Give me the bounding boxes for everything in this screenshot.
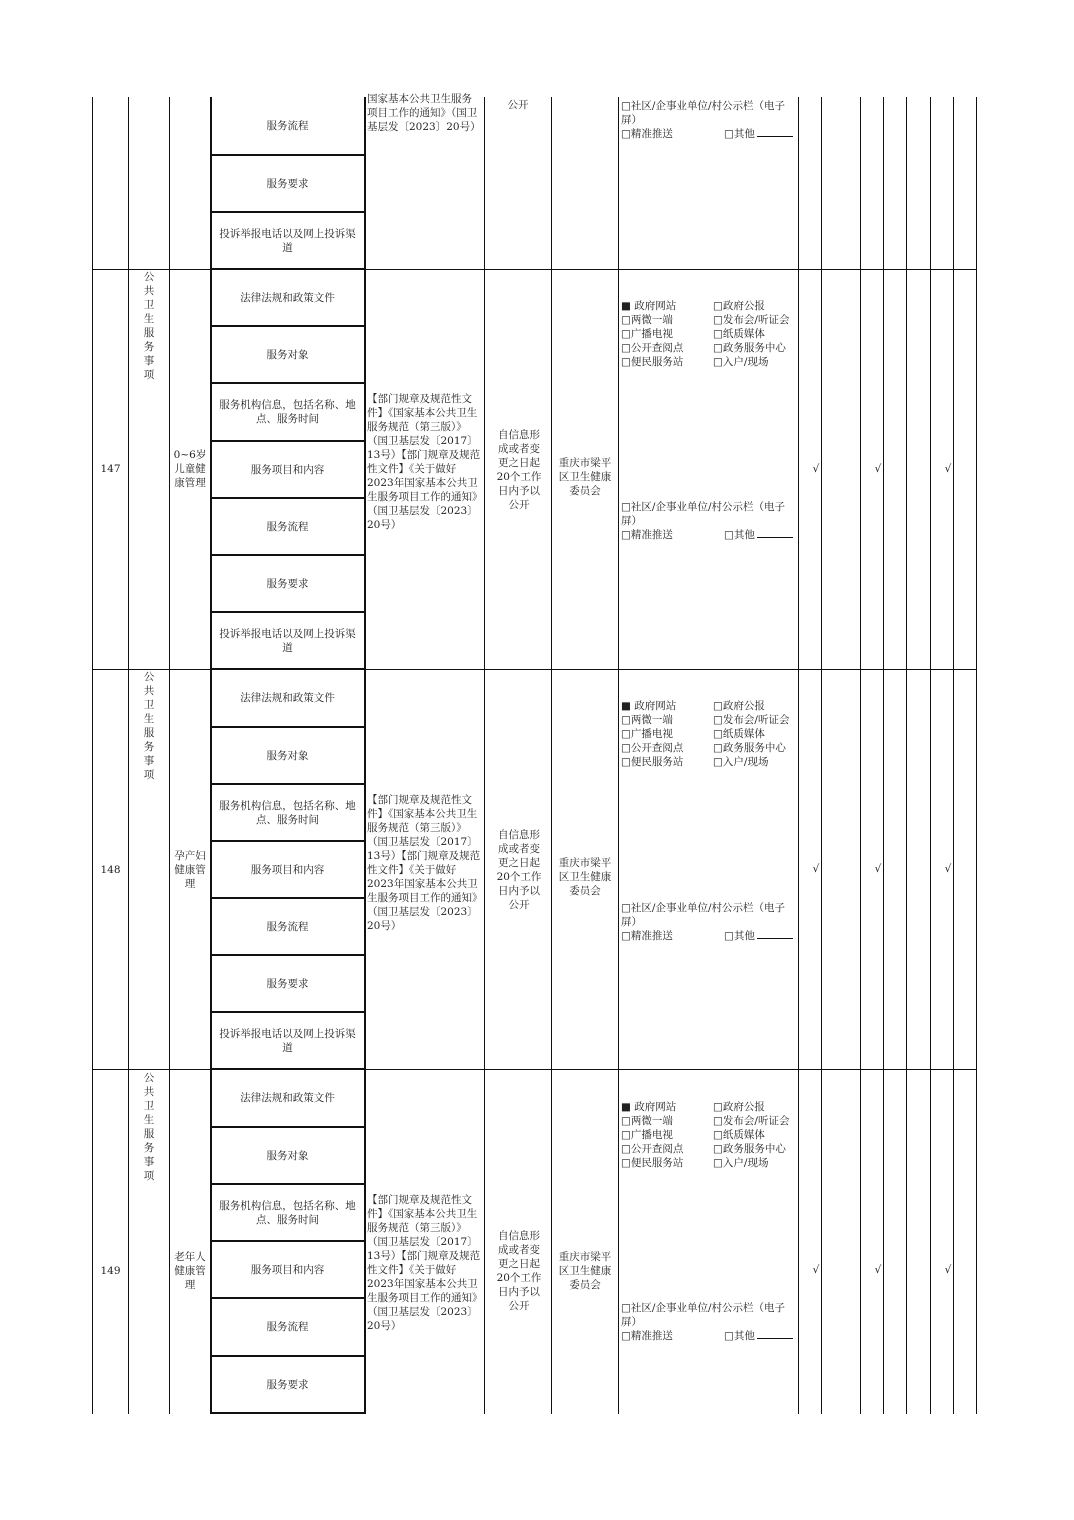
- subject-text: 重庆市梁平区卫生健康委员会: [558, 857, 612, 897]
- channel-press: □发布会/听证会: [713, 714, 790, 726]
- content-item: 法律法规和政策文件: [240, 291, 335, 304]
- check-mark: √: [944, 463, 952, 475]
- content-item: 投诉举报电话以及网上投诉渠道: [219, 627, 356, 654]
- channel-reading: □公开查阅点: [621, 342, 684, 354]
- content-item: 服务流程: [266, 920, 309, 933]
- content-item: 法律法规和政策文件: [240, 692, 335, 704]
- channel-gov-site: ■ 政府网站: [621, 1101, 677, 1113]
- channel-service-center: □政务服务中心: [713, 1143, 786, 1155]
- subject-text: 重庆市梁平区卫生健康委员会: [558, 457, 612, 497]
- subcategory-text: 孕产妇健康管理: [174, 850, 206, 890]
- check-mark: √: [812, 1264, 820, 1276]
- channel-board: □社区/企事业单位/村公示栏（电子屏）: [621, 902, 785, 928]
- category-text: 公共卫生服务事项: [143, 671, 155, 781]
- content-item: 服务项目和内容: [250, 1263, 325, 1276]
- channel-convenience: □便民服务站: [621, 756, 684, 768]
- channel-tv: □广播电视: [621, 728, 673, 740]
- channel-onsite: □入户/现场: [713, 756, 769, 768]
- channel-other: □其他: [724, 1329, 793, 1343]
- basis-text: 【部门规章及规范性文件】《国家基本公共卫生服务规范（第三版）》（国卫基层发〔2017〕13号）【部门规章及规范性文件】《关于做好2023年国家基本公共卫生服务项目工作的通知》（国卫基层发〔2023〕20号）: [367, 794, 481, 932]
- channel-reading: □公开查阅点: [621, 742, 684, 754]
- content-item: 法律法规和政策文件: [240, 1092, 335, 1104]
- channel-paper: □纸质媒体: [713, 1129, 765, 1141]
- content-item: 服务机构信息，包括名称、地点、服务时间: [219, 1199, 356, 1226]
- check-mark: √: [944, 1264, 952, 1276]
- channel-gov-site: ■ 政府网站: [621, 700, 677, 712]
- content-item: 服务要求: [266, 177, 309, 190]
- content-item: 投诉举报电话以及网上投诉渠道: [219, 227, 356, 254]
- channel-two-micro: □两微一端: [621, 314, 673, 326]
- check-mark: √: [874, 1264, 882, 1276]
- content-item: 服务流程: [266, 520, 309, 533]
- category-text: 公共卫生服务事项: [143, 271, 155, 381]
- content-item: 服务对象: [266, 1149, 309, 1162]
- channel-press: □发布会/听证会: [713, 314, 790, 326]
- content-item: 服务要求: [266, 977, 309, 990]
- content-item: 投诉举报电话以及网上投诉渠道: [219, 1027, 356, 1054]
- content-item: 服务要求: [266, 1378, 309, 1391]
- channel-onsite: □入户/现场: [713, 1157, 769, 1169]
- content-item: 服务对象: [266, 348, 309, 361]
- check-mark: √: [944, 863, 952, 875]
- check-mark: √: [812, 463, 820, 475]
- check-mark: √: [874, 863, 882, 875]
- check-mark: √: [874, 463, 882, 475]
- channel-tv: □广播电视: [621, 1129, 673, 1141]
- channel-two-micro: □两微一端: [621, 714, 673, 726]
- content-item: 服务机构信息，包括名称、地点、服务时间: [219, 799, 356, 826]
- content-item: 服务对象: [266, 749, 309, 762]
- channel-other: □其他: [724, 929, 793, 943]
- channel-other: □其他: [724, 127, 793, 141]
- check-mark: √: [812, 863, 820, 875]
- content-item: 服务机构信息，包括名称、地点、服务时间: [219, 399, 356, 425]
- time-limit-text: 自信息形成或者变更之日起20个工作日内予以公开: [496, 1230, 542, 1312]
- row-number: 148: [100, 864, 121, 876]
- channel-two-micro: □两微一端: [621, 1115, 673, 1127]
- subcategory-text: 0~6岁儿童健康管理: [173, 449, 207, 489]
- time-limit-text: 自信息形成或者变更之日起20个工作日内予以公开: [496, 429, 542, 511]
- channel-convenience: □便民服务站: [621, 356, 684, 368]
- channel-gov-gazette: □政府公报: [713, 300, 765, 312]
- channel-paper: □纸质媒体: [713, 328, 765, 340]
- channel-push: □精准推送: [621, 930, 673, 942]
- channel-service-center: □政务服务中心: [713, 342, 786, 354]
- content-item: 服务流程: [266, 1321, 309, 1333]
- row-number: 149: [100, 1265, 121, 1277]
- basis-text: 国家基本公共卫生服务项目工作的通知》（国卫基层发〔2023〕20号）: [367, 93, 481, 133]
- channel-push: □精准推送: [621, 128, 673, 140]
- channel-board: □社区/企事业单位/村公示栏（电子屏）: [621, 100, 785, 126]
- subject-text: 重庆市梁平区卫生健康委员会: [558, 1251, 612, 1291]
- time-limit-text: 自信息形成或者变更之日起20个工作日内予以公开: [496, 829, 542, 911]
- channel-board: □社区/企事业单位/村公示栏（电子屏）: [621, 501, 785, 527]
- category-text: 公共卫生服务事项: [143, 1072, 155, 1182]
- content-item: 服务项目和内容: [250, 863, 325, 876]
- channel-gov-gazette: □政府公报: [713, 700, 765, 712]
- basis-text: 【部门规章及规范性文件】《国家基本公共卫生服务规范（第三版）》（国卫基层发〔2017〕13号）【部门规章及规范性文件】《关于做好2023年国家基本公共卫生服务项目工作的通知》（国卫基层发〔2023〕20号）: [367, 393, 481, 531]
- channel-reading: □公开查阅点: [621, 1143, 684, 1155]
- channel-tv: □广播电视: [621, 328, 673, 340]
- channel-press: □发布会/听证会: [713, 1115, 790, 1127]
- channel-paper: □纸质媒体: [713, 728, 765, 740]
- row-number: 147: [100, 463, 121, 475]
- basis-text: 【部门规章及规范性文件】《国家基本公共卫生服务规范（第三版）》（国卫基层发〔2017〕13号）【部门规章及规范性文件】《关于做好2023年国家基本公共卫生服务项目工作的通知》（国卫基层发〔2023〕20号）: [367, 1194, 481, 1332]
- content-item: 服务要求: [266, 577, 309, 590]
- time-limit-text: 公开: [507, 99, 529, 111]
- channel-onsite: □入户/现场: [713, 356, 769, 368]
- channel-board: □社区/企事业单位/村公示栏（电子屏）: [621, 1302, 785, 1328]
- channel-service-center: □政务服务中心: [713, 742, 786, 754]
- channel-gov-gazette: □政府公报: [713, 1101, 765, 1113]
- channel-gov-site: ■ 政府网站: [621, 300, 677, 312]
- channel-other: □其他: [724, 528, 793, 542]
- content-item: 服务流程: [266, 120, 309, 132]
- channel-convenience: □便民服务站: [621, 1157, 684, 1169]
- channel-push: □精准推送: [621, 1330, 673, 1342]
- subcategory-text: 老年人健康管理: [174, 1251, 206, 1291]
- channel-push: □精准推送: [621, 529, 673, 541]
- content-item: 服务项目和内容: [250, 463, 325, 476]
